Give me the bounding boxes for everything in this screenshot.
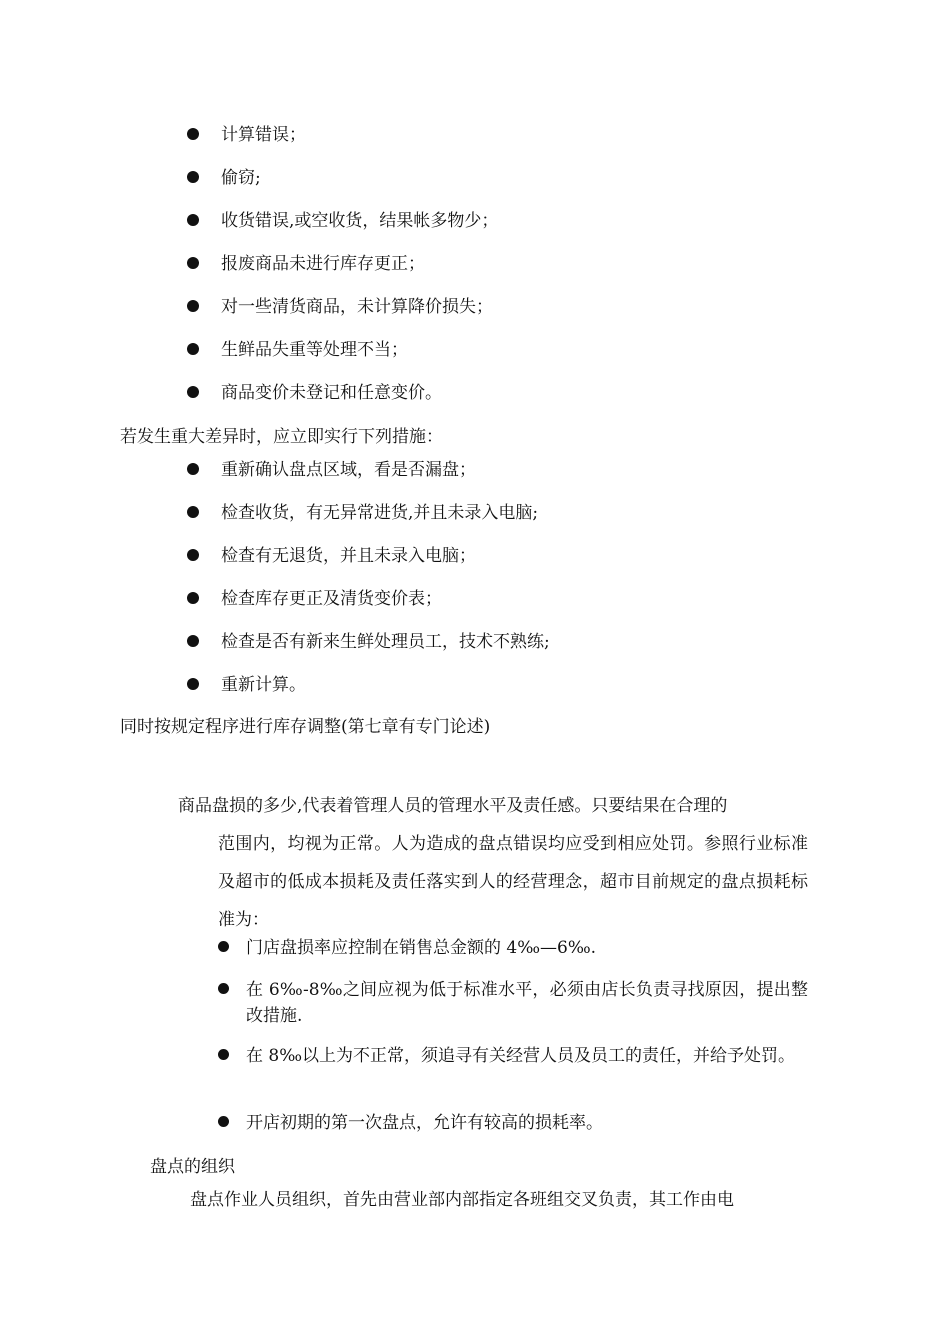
list-item: 在 8‰以上为不正常，须追寻有关经营人员及员工的责任，并给予处罚。	[218, 1043, 808, 1069]
list-item: 检查收货，有无异常进货,并且未录入电脑;	[187, 502, 538, 524]
bullet-icon	[218, 1116, 229, 1127]
list-item: 生鲜品失重等处理不当；	[187, 339, 408, 361]
bullet-icon	[187, 635, 199, 647]
bullet-icon	[218, 1049, 229, 1060]
bullet-icon	[187, 463, 199, 475]
measures-intro: 若发生重大差异时，应立即实行下列措施：	[120, 427, 443, 447]
bullet-icon	[187, 549, 199, 561]
bullet-icon	[187, 506, 199, 518]
bullet-icon	[218, 983, 229, 994]
list-item: 重新计算。	[187, 674, 306, 696]
paragraph-first-line: 商品盘损的多少,代表着管理人员的管理水平及责任感。只要结果在合理的	[178, 796, 728, 816]
section-heading: 盘点的组织	[150, 1157, 235, 1177]
list-item: 收货错误,或空收货，结果帐多物少；	[187, 210, 498, 232]
list-item: 对一些清货商品，未计算降价损失；	[187, 296, 493, 318]
adjust-note: 同时按规定程序进行库存调整(第七章有专门论述)	[120, 717, 491, 737]
org-paragraph: 盘点作业人员组织，首先由营业部内部指定各班组交叉负责，其工作由电	[190, 1190, 734, 1210]
bullet-icon	[187, 300, 199, 312]
list-item: 重新确认盘点区域，看是否漏盘；	[187, 459, 476, 481]
standard-paragraph	[178, 787, 808, 939]
bullet-icon	[187, 257, 199, 269]
bullet-icon	[187, 678, 199, 690]
list-item: 计算错误；	[187, 124, 306, 146]
list-item: 检查库存更正及清货变价表；	[187, 588, 442, 610]
bullet-icon	[187, 214, 199, 226]
list-item: 报废商品未进行库存更正；	[187, 253, 425, 275]
list-item: 检查是否有新来生鲜处理员工，技术不熟练;	[187, 631, 550, 653]
list-item: 检查有无退货，并且未录入电脑；	[187, 545, 476, 567]
paragraph-rest: 范围内，均视为正常。人为造成的盘点错误均应受到相应处罚。参照行业标准及超市的低成本损耗及责任落实到人的经营理念，超市目前规定的盘点损耗标准为：	[218, 834, 808, 930]
list-item: 在 6‰-8‰之间应视为低于标准水平，必须由店长负责寻找原因，提出整改措施.	[218, 977, 808, 1029]
bullet-icon	[187, 128, 199, 140]
list-item: 商品变价未登记和任意变价。	[187, 382, 442, 404]
list-item: 偷窃;	[187, 167, 261, 189]
bullet-icon	[187, 343, 199, 355]
bullet-icon	[187, 171, 199, 183]
bullet-icon	[187, 386, 199, 398]
bullet-icon	[187, 592, 199, 604]
list-item: 开店初期的第一次盘点，允许有较高的损耗率。	[218, 1110, 808, 1136]
bullet-icon	[218, 941, 229, 952]
list-item: 门店盘损率应控制在销售总金额的 4‰—6‰.	[218, 935, 808, 961]
